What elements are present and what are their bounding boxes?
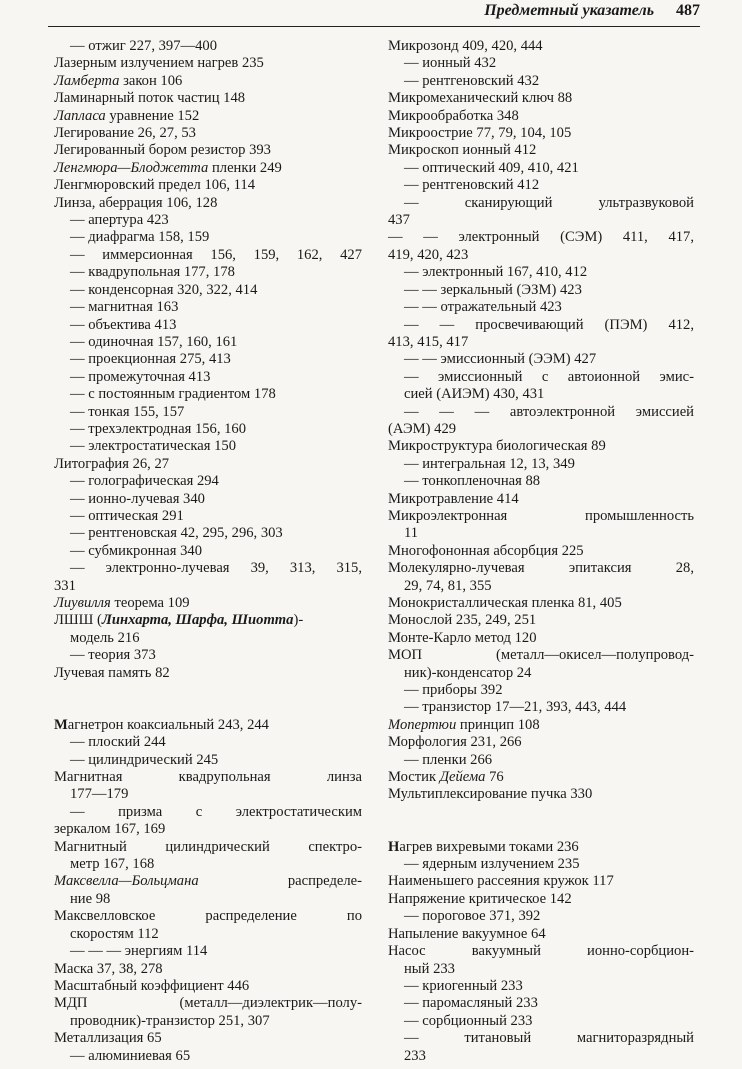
- index-entry: [54, 73, 362, 90]
- index-entry: 437: [388, 212, 410, 229]
- index-entry: — транзистор 17—21, 393, 443, 444: [404, 699, 627, 716]
- index-entry: — плоский 244: [70, 734, 166, 751]
- index-entry: — ионный 432: [404, 55, 497, 72]
- index-entry: Напыление вакуумное 64: [388, 925, 546, 942]
- index-column-left: [54, 38, 362, 1065]
- index-entry: Микроскоп ионный 412: [388, 142, 537, 159]
- index-column-right: [388, 38, 694, 1065]
- index-entry: — рентгеновская 42, 295, 296, 303: [70, 525, 283, 542]
- index-entry: — алюминиевая 65: [70, 1047, 191, 1064]
- index-entry: — — электронный (СЭМ) 411, 417,: [388, 229, 694, 246]
- index-entry: Масштабный коэффициент 446: [54, 977, 250, 994]
- index-entry: Максвелловское распределение по: [54, 908, 362, 925]
- index-entry-text: закон 106: [119, 72, 183, 89]
- index-entry: Многофононная абсорбция 225: [388, 542, 584, 559]
- index-entry: — криогенный 233: [404, 977, 523, 994]
- index-entry: — иммерсионная 156, 159, 162, 427: [70, 246, 362, 263]
- index-entry: — тонкопленочная 88: [404, 473, 541, 490]
- index-entry: — — зеркальный (ЭЗМ) 423: [404, 281, 582, 298]
- index-entry: 177—179: [70, 786, 129, 803]
- index-entry: Наименьшего рассеяния кружок 117: [388, 873, 614, 890]
- index-entry: (АЭМ) 429: [388, 420, 457, 437]
- index-entry-text: 76: [485, 769, 504, 786]
- index-entry: — — — автоэлектронной эмиссией: [404, 403, 694, 420]
- index-entry: — конденсорная 320, 322, 414: [70, 281, 258, 298]
- index-entry: — сканирующий ультразвуковой: [404, 194, 694, 211]
- index-entry: — электронно-лучевая 39, 313, 315,: [70, 560, 362, 577]
- index-entry: Легирование 26, 27, 53: [54, 125, 196, 142]
- index-entry: — сорбционный 233: [404, 1012, 533, 1029]
- index-entry: — промежуточная 413: [70, 368, 211, 385]
- index-entry: — теория 373: [70, 647, 156, 664]
- index-entry: МДП (металл—диэлектрик—полу-: [54, 995, 362, 1012]
- index-entry: ный 233: [404, 960, 455, 977]
- index-entry: — одиночная 157, 160, 161: [70, 333, 238, 350]
- index-entry-text: распределе-: [198, 873, 362, 890]
- index-entry: [54, 595, 362, 612]
- index-entry: [54, 160, 362, 177]
- index-entry: — паромасляный 233: [404, 995, 538, 1012]
- index-entry: скоростям 112: [70, 925, 159, 942]
- index-entry-text: теорема 109: [110, 595, 190, 611]
- index-entry-text: Ламберта: [54, 72, 120, 89]
- index-entry: Монте-Карло метод 120: [388, 629, 537, 646]
- index-entry: — интегральная 12, 13, 349: [404, 455, 575, 472]
- index-entry-text: уравнение 152: [105, 107, 200, 124]
- index-entry-text: Лиувилля: [54, 595, 111, 611]
- index-entry-text: Лапласа: [54, 107, 106, 124]
- header-title: Предметный указатель: [484, 2, 654, 19]
- index-entry: зеркалом 167, 169: [54, 821, 166, 838]
- index-entry-text: Мостик: [388, 769, 440, 786]
- index-entry: Монослой 235, 249, 251: [388, 612, 537, 629]
- index-entry: — рентгеновский 432: [404, 72, 540, 89]
- index-entry-text: Ленгмюра—Блоджетта: [54, 159, 209, 176]
- index-entry-text: пленки 249: [208, 159, 282, 176]
- index-entry: — — просвечивающий (ПЭМ) 412,: [404, 316, 694, 333]
- index-entry: 419, 420, 423: [388, 246, 469, 263]
- index-entry-text: агнетрон коаксиальный 243, 244: [67, 716, 269, 733]
- section-gap: [388, 804, 694, 839]
- index-entry: модель 216: [70, 629, 140, 646]
- index-entry: 11: [404, 525, 419, 542]
- index-entry: — апертура 423: [70, 212, 169, 229]
- index-entry: — — эмиссионный (ЭЭМ) 427: [404, 351, 597, 368]
- index-entry: ник)-конденсатор 24: [404, 664, 532, 681]
- index-entry: — ионно-лучевая 340: [70, 490, 205, 507]
- index-entry-text: Мопертюи: [388, 716, 457, 733]
- index-entry: Молекулярно-лучевая эпитаксия 28,: [388, 560, 694, 577]
- page-number: 487: [676, 2, 700, 19]
- index-entry: — пленки 266: [404, 751, 493, 768]
- index-entry: Морфология 231, 266: [388, 734, 522, 751]
- index-entry: метр 167, 168: [70, 856, 155, 873]
- index-entry: — оптический 409, 410, 421: [404, 159, 579, 176]
- index-entry: Лучевая память 82: [54, 664, 170, 681]
- index-entry: Литография 26, 27: [54, 455, 170, 472]
- index-entry-text: Дейема: [439, 769, 486, 786]
- index-entry: — объектива 413: [70, 316, 177, 333]
- index-entry: [54, 717, 362, 734]
- index-entry: [388, 717, 694, 734]
- index-entry-text: М: [54, 716, 68, 733]
- index-entry: Микроструктура биологическая 89: [388, 438, 606, 455]
- index-entry: [388, 769, 694, 786]
- index-entry: — отжиг 227, 397—400: [70, 38, 217, 54]
- index-entry-text: принцип 108: [456, 716, 540, 733]
- index-entry: Напряжение критическое 142: [388, 890, 572, 907]
- index-entry: Микрозонд 409, 420, 444: [388, 38, 543, 54]
- index-entry: 413, 415, 417: [388, 333, 469, 350]
- index-entry: — диафрагма 158, 159: [70, 229, 210, 246]
- index-entry: — электронный 167, 410, 412: [404, 264, 588, 281]
- index-entry: — пороговое 371, 392: [404, 908, 541, 925]
- index-entry: Магнитная квадрупольная линза: [54, 769, 362, 786]
- index-entry: [388, 839, 694, 856]
- index-entry-text: Линхарта, Шарфа, Шиотта: [101, 612, 294, 629]
- index-entry: Микроэлектронная промышленность: [388, 507, 694, 524]
- index-entry: Металлизация 65: [54, 1030, 162, 1047]
- index-entry: Линза, аберрация 106, 128: [54, 194, 218, 211]
- index-entry: — эмиссионный с автоионной эмис-: [404, 368, 694, 385]
- index-entry: Легированный бором резистор 393: [54, 142, 271, 159]
- index-entry: 29, 74, 81, 355: [404, 577, 492, 594]
- index-entry: — титановый магниторазрядный: [404, 1030, 694, 1047]
- index-entry: 233: [404, 1047, 426, 1064]
- index-entry: — квадрупольная 177, 178: [70, 264, 235, 281]
- index-entry: — — отражательный 423: [404, 299, 562, 316]
- index-entry: Микроострие 77, 79, 104, 105: [388, 125, 572, 142]
- index-entry: Ламинарный поток частиц 148: [54, 90, 246, 107]
- index-entry: [54, 873, 362, 890]
- index-entry: — цилиндрический 245: [70, 751, 219, 768]
- index-entry: — трехэлектродная 156, 160: [70, 420, 247, 437]
- index-entry: — рентгеновский 412: [404, 177, 540, 194]
- index-entry: — тонкая 155, 157: [70, 403, 185, 420]
- index-entry: проводник)-транзистор 251, 307: [70, 1012, 270, 1029]
- index-entry: — приборы 392: [404, 682, 503, 699]
- index-entry: — голографическая 294: [70, 473, 219, 490]
- index-entry-text: )-: [293, 612, 304, 629]
- index-entry: — призма с электростатическим: [70, 803, 362, 820]
- section-gap: [54, 682, 362, 717]
- index-entry: ние 98: [70, 890, 111, 907]
- index-entry-text: Н: [388, 838, 400, 855]
- index-entry: Магнитный цилиндрический спектро-: [54, 838, 362, 855]
- index-entry: — ядерным излучением 235: [404, 856, 580, 873]
- index-entry: Ленгмюровский предел 106, 114: [54, 177, 256, 194]
- index-entry: — оптическая 291: [70, 507, 184, 524]
- running-header: [48, 0, 700, 27]
- index-entry: — — — энергиям 114: [70, 943, 208, 960]
- index-entry-text: Максвелла—Больцмана: [54, 873, 199, 890]
- index-entry: [54, 612, 362, 629]
- index-entry: Микромеханический ключ 88: [388, 90, 573, 107]
- index-entry-text: ЛШШ (: [54, 612, 102, 629]
- index-entry: сией (АИЭМ) 430, 431: [404, 386, 545, 403]
- index-entry: — проекционная 275, 413: [70, 351, 231, 368]
- index-entry: Микрообработка 348: [388, 107, 519, 124]
- index-entry: Лазерным излучением нагрев 235: [54, 55, 264, 72]
- index-entry: МОП (металл—окисел—полупровод-: [388, 647, 694, 664]
- index-entry: — магнитная 163: [70, 299, 179, 316]
- index-entry: — субмикронная 340: [70, 542, 202, 559]
- index-entry: Маска 37, 38, 278: [54, 960, 163, 977]
- index-entry-text: агрев вихревыми токами 236: [399, 838, 579, 855]
- index-entry: 331: [54, 577, 76, 594]
- index-entry: Монокристаллическая пленка 81, 405: [388, 595, 622, 611]
- index-entry: — электростатическая 150: [70, 438, 236, 455]
- index-entry: Насос вакуумный ионно-сорбцион-: [388, 943, 694, 960]
- index-entry: Микротравление 414: [388, 490, 519, 507]
- index-entry: Мультиплексирование пучка 330: [388, 786, 593, 803]
- index-entry: — с постоянным градиентом 178: [70, 386, 276, 403]
- index-entry: [54, 108, 362, 125]
